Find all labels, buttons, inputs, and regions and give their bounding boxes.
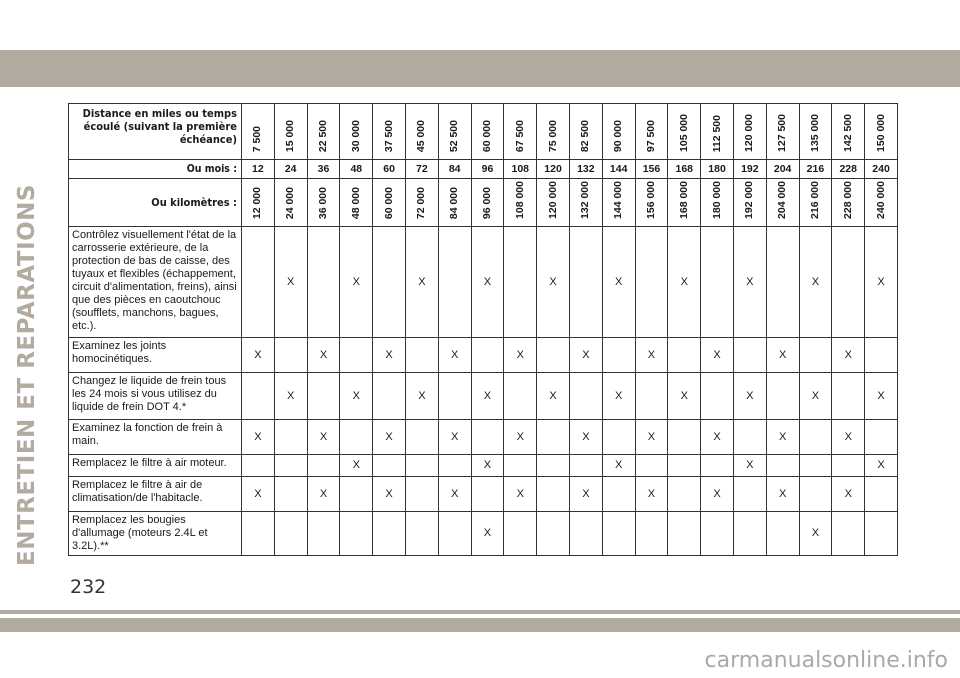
km-cell (438, 179, 471, 227)
header-row-months (69, 160, 898, 179)
service-mark: X (602, 455, 635, 477)
service-mark (274, 477, 307, 512)
months-value: 228 (832, 160, 865, 179)
km-cell (537, 179, 570, 227)
service-mark (668, 477, 701, 512)
km-value: 192 000 (743, 181, 756, 219)
service-mark: X (242, 477, 275, 512)
miles-value: 135 000 (808, 114, 821, 152)
table-row (69, 227, 898, 338)
km-value: 84 000 (448, 186, 461, 219)
service-mark: X (569, 338, 602, 373)
service-mark: X (504, 477, 537, 512)
months-value: 24 (274, 160, 307, 179)
miles-cell (569, 104, 602, 160)
km-value: 180 000 (710, 181, 723, 219)
watermark: carmanualsonline.info (704, 648, 948, 673)
miles-value: 45 000 (415, 119, 428, 152)
table-row (69, 373, 898, 420)
table-row (69, 455, 898, 477)
header-km-label: Ou kilomètres : (69, 179, 242, 227)
miles-cell (701, 104, 734, 160)
service-description: Remplacez le filtre à air moteur. (69, 455, 242, 477)
service-mark: X (340, 227, 373, 338)
miles-value: 82 500 (579, 119, 592, 152)
miles-cell (766, 104, 799, 160)
miles-cell (504, 104, 537, 160)
months-value: 84 (438, 160, 471, 179)
km-value: 216 000 (808, 181, 821, 219)
km-value: 168 000 (677, 181, 690, 219)
service-mark: X (569, 477, 602, 512)
km-value: 156 000 (644, 181, 657, 219)
table-row (69, 420, 898, 455)
service-mark (373, 373, 406, 420)
service-mark: X (307, 420, 340, 455)
service-mark: X (242, 420, 275, 455)
service-mark: X (766, 338, 799, 373)
months-value: 180 (701, 160, 734, 179)
service-mark (832, 455, 865, 477)
service-mark: X (373, 477, 406, 512)
service-mark: X (865, 227, 898, 338)
service-mark (307, 512, 340, 556)
service-mark (668, 455, 701, 477)
km-value: 96 000 (480, 186, 493, 219)
service-mark (832, 373, 865, 420)
service-mark (373, 455, 406, 477)
service-mark (602, 477, 635, 512)
km-cell (668, 179, 701, 227)
service-description: Remplacez les bougies d'allumage (moteurs 2.4L et 3.2L).** (69, 512, 242, 556)
km-cell (242, 179, 275, 227)
service-mark (733, 477, 766, 512)
service-mark (242, 512, 275, 556)
km-value: 144 000 (612, 181, 625, 219)
miles-cell (537, 104, 570, 160)
service-mark: X (504, 338, 537, 373)
miles-cell (307, 104, 340, 160)
service-mark (635, 373, 668, 420)
miles-value: 52 500 (448, 119, 461, 152)
service-mark (701, 227, 734, 338)
service-mark (373, 227, 406, 338)
miles-cell (405, 104, 438, 160)
service-mark (274, 338, 307, 373)
service-mark (766, 512, 799, 556)
service-mark (766, 373, 799, 420)
service-mark: X (438, 477, 471, 512)
months-value: 48 (340, 160, 373, 179)
km-value: 204 000 (776, 181, 789, 219)
service-mark (438, 455, 471, 477)
service-mark: X (373, 420, 406, 455)
miles-value: 120 000 (743, 114, 756, 152)
service-mark: X (373, 338, 406, 373)
service-mark (438, 512, 471, 556)
header-row-kilometers (69, 179, 898, 227)
miles-cell (668, 104, 701, 160)
service-mark (471, 477, 504, 512)
header-distance-label: Distance en miles ou temps écoulé (suivant la première échéance) (69, 104, 242, 160)
service-mark: X (701, 477, 734, 512)
service-mark (340, 420, 373, 455)
km-cell (471, 179, 504, 227)
service-description: Contrôlez visuellement l'état de la carrosserie extérieure, de la protection de bas de caisse, des tuyaux et flexibles (échappement, circuit d'alimentation, freins), ainsi que des pièces en caoutchouc (soufflets, manchons, bagues, etc.). (69, 227, 242, 338)
service-mark (307, 227, 340, 338)
km-cell (865, 179, 898, 227)
service-mark (799, 455, 832, 477)
service-mark: X (766, 420, 799, 455)
service-mark (242, 373, 275, 420)
service-mark (865, 420, 898, 455)
km-value: 240 000 (874, 181, 887, 219)
miles-value: 150 000 (874, 114, 887, 152)
km-cell (701, 179, 734, 227)
service-mark: X (471, 373, 504, 420)
maintenance-schedule-table (68, 103, 898, 556)
km-cell (766, 179, 799, 227)
service-mark: X (799, 512, 832, 556)
service-mark: X (537, 373, 570, 420)
miles-value: 67 500 (513, 119, 526, 152)
service-mark: X (701, 420, 734, 455)
header-months-label: Ou mois : (69, 160, 242, 179)
service-description: Changez le liquide de frein tous les 24 mois si vous utilisez du liquide de frein DOT 4.* (69, 373, 242, 420)
service-mark (766, 227, 799, 338)
table-row (69, 512, 898, 556)
service-mark: X (307, 338, 340, 373)
km-value: 228 000 (841, 181, 854, 219)
service-mark (799, 338, 832, 373)
service-mark: X (668, 227, 701, 338)
service-mark (373, 512, 406, 556)
service-description: Examinez les joints homocinétiques. (69, 338, 242, 373)
service-mark: X (504, 420, 537, 455)
months-value: 156 (635, 160, 668, 179)
service-mark (569, 455, 602, 477)
months-value: 96 (471, 160, 504, 179)
service-mark (340, 512, 373, 556)
service-mark: X (799, 373, 832, 420)
km-value: 48 000 (349, 186, 362, 219)
service-mark (569, 227, 602, 338)
service-mark (701, 512, 734, 556)
miles-cell (471, 104, 504, 160)
service-mark: X (832, 338, 865, 373)
service-mark: X (733, 227, 766, 338)
service-mark (274, 420, 307, 455)
km-cell (569, 179, 602, 227)
service-mark (504, 373, 537, 420)
service-mark (602, 420, 635, 455)
km-cell (307, 179, 340, 227)
months-value: 12 (242, 160, 275, 179)
km-cell (832, 179, 865, 227)
bottom-rule (0, 610, 960, 614)
service-mark: X (865, 455, 898, 477)
service-mark: X (635, 420, 668, 455)
service-mark: X (766, 477, 799, 512)
service-mark (340, 477, 373, 512)
service-mark (635, 455, 668, 477)
service-mark: X (635, 477, 668, 512)
km-value: 108 000 (513, 181, 526, 219)
service-mark: X (242, 338, 275, 373)
km-value: 120 000 (546, 181, 559, 219)
miles-value: 60 000 (480, 119, 493, 152)
miles-value: 142 500 (841, 114, 854, 152)
service-mark (733, 512, 766, 556)
service-mark (668, 338, 701, 373)
top-band (0, 50, 960, 87)
service-mark (504, 227, 537, 338)
service-mark (635, 227, 668, 338)
service-mark: X (733, 373, 766, 420)
miles-value: 105 000 (677, 114, 690, 152)
service-mark (602, 512, 635, 556)
service-mark (405, 338, 438, 373)
service-mark (471, 420, 504, 455)
miles-cell (340, 104, 373, 160)
miles-value: 37 500 (382, 119, 395, 152)
service-mark: X (701, 338, 734, 373)
miles-value: 127 500 (776, 114, 789, 152)
miles-value: 30 000 (349, 119, 362, 152)
service-mark (405, 477, 438, 512)
service-mark (569, 512, 602, 556)
km-value: 12 000 (251, 186, 264, 219)
service-mark: X (471, 512, 504, 556)
service-mark (701, 455, 734, 477)
service-mark: X (405, 373, 438, 420)
page-number: 232 (70, 576, 107, 598)
km-cell (504, 179, 537, 227)
service-mark (865, 338, 898, 373)
km-cell (733, 179, 766, 227)
service-mark (438, 373, 471, 420)
months-value: 240 (865, 160, 898, 179)
km-value: 60 000 (382, 186, 395, 219)
miles-value: 90 000 (612, 119, 625, 152)
service-mark: X (799, 227, 832, 338)
service-description: Examinez la fonction de frein à main. (69, 420, 242, 455)
service-mark (537, 512, 570, 556)
miles-value: 97 500 (644, 119, 657, 152)
service-mark (242, 455, 275, 477)
months-value: 216 (799, 160, 832, 179)
miles-cell (865, 104, 898, 160)
service-mark (668, 420, 701, 455)
service-description: Remplacez le filtre à air de climatisation/de l'habitacle. (69, 477, 242, 512)
miles-value: 112 500 (710, 114, 723, 152)
miles-cell (799, 104, 832, 160)
service-mark (602, 338, 635, 373)
service-mark: X (471, 227, 504, 338)
miles-cell (373, 104, 406, 160)
service-mark (766, 455, 799, 477)
months-value: 144 (602, 160, 635, 179)
service-mark: X (733, 455, 766, 477)
service-mark (274, 512, 307, 556)
miles-cell (733, 104, 766, 160)
months-value: 36 (307, 160, 340, 179)
service-mark (537, 420, 570, 455)
bottom-band (0, 618, 960, 632)
service-mark: X (405, 227, 438, 338)
months-value: 192 (733, 160, 766, 179)
months-value: 60 (373, 160, 406, 179)
miles-cell (602, 104, 635, 160)
service-mark (569, 373, 602, 420)
service-mark: X (438, 420, 471, 455)
miles-cell (832, 104, 865, 160)
months-value: 168 (668, 160, 701, 179)
service-mark (537, 455, 570, 477)
service-mark (307, 373, 340, 420)
service-mark (635, 512, 668, 556)
service-mark (504, 455, 537, 477)
service-mark (242, 227, 275, 338)
service-mark (701, 373, 734, 420)
service-mark: X (537, 227, 570, 338)
miles-cell (242, 104, 275, 160)
service-mark (471, 338, 504, 373)
months-value: 108 (504, 160, 537, 179)
service-mark (438, 227, 471, 338)
service-mark (340, 338, 373, 373)
table-row (69, 338, 898, 373)
service-mark: X (569, 420, 602, 455)
months-value: 72 (405, 160, 438, 179)
service-mark: X (438, 338, 471, 373)
km-cell (635, 179, 668, 227)
service-mark: X (635, 338, 668, 373)
miles-value: 15 000 (284, 119, 297, 152)
miles-cell (635, 104, 668, 160)
service-mark (307, 455, 340, 477)
service-mark (865, 512, 898, 556)
km-value: 72 000 (415, 186, 428, 219)
service-mark (865, 477, 898, 512)
miles-cell (438, 104, 471, 160)
months-value: 120 (537, 160, 570, 179)
miles-value: 7 500 (251, 125, 264, 152)
service-mark (799, 477, 832, 512)
service-mark: X (274, 373, 307, 420)
km-cell (602, 179, 635, 227)
service-mark: X (340, 373, 373, 420)
km-cell (274, 179, 307, 227)
service-mark (832, 227, 865, 338)
service-mark: X (602, 373, 635, 420)
service-mark (537, 338, 570, 373)
service-mark: X (274, 227, 307, 338)
km-value: 24 000 (284, 186, 297, 219)
months-value: 132 (569, 160, 602, 179)
service-mark (832, 512, 865, 556)
service-mark (504, 512, 537, 556)
km-cell (340, 179, 373, 227)
service-mark (668, 512, 701, 556)
miles-value: 22 500 (316, 119, 329, 152)
service-mark (733, 338, 766, 373)
service-mark (799, 420, 832, 455)
km-cell (373, 179, 406, 227)
table-row (69, 477, 898, 512)
service-mark: X (471, 455, 504, 477)
service-mark (405, 420, 438, 455)
service-mark: X (307, 477, 340, 512)
service-mark: X (832, 420, 865, 455)
service-mark: X (340, 455, 373, 477)
service-mark: X (865, 373, 898, 420)
service-mark (274, 455, 307, 477)
service-mark: X (832, 477, 865, 512)
km-value: 132 000 (579, 181, 592, 219)
km-cell (799, 179, 832, 227)
service-mark: X (602, 227, 635, 338)
miles-cell (274, 104, 307, 160)
service-mark (733, 420, 766, 455)
service-mark (537, 477, 570, 512)
km-cell (405, 179, 438, 227)
header-row-miles (69, 104, 898, 160)
miles-value: 75 000 (546, 119, 559, 152)
months-value: 204 (766, 160, 799, 179)
service-mark (405, 455, 438, 477)
km-value: 36 000 (316, 186, 329, 219)
service-mark (405, 512, 438, 556)
service-mark: X (668, 373, 701, 420)
